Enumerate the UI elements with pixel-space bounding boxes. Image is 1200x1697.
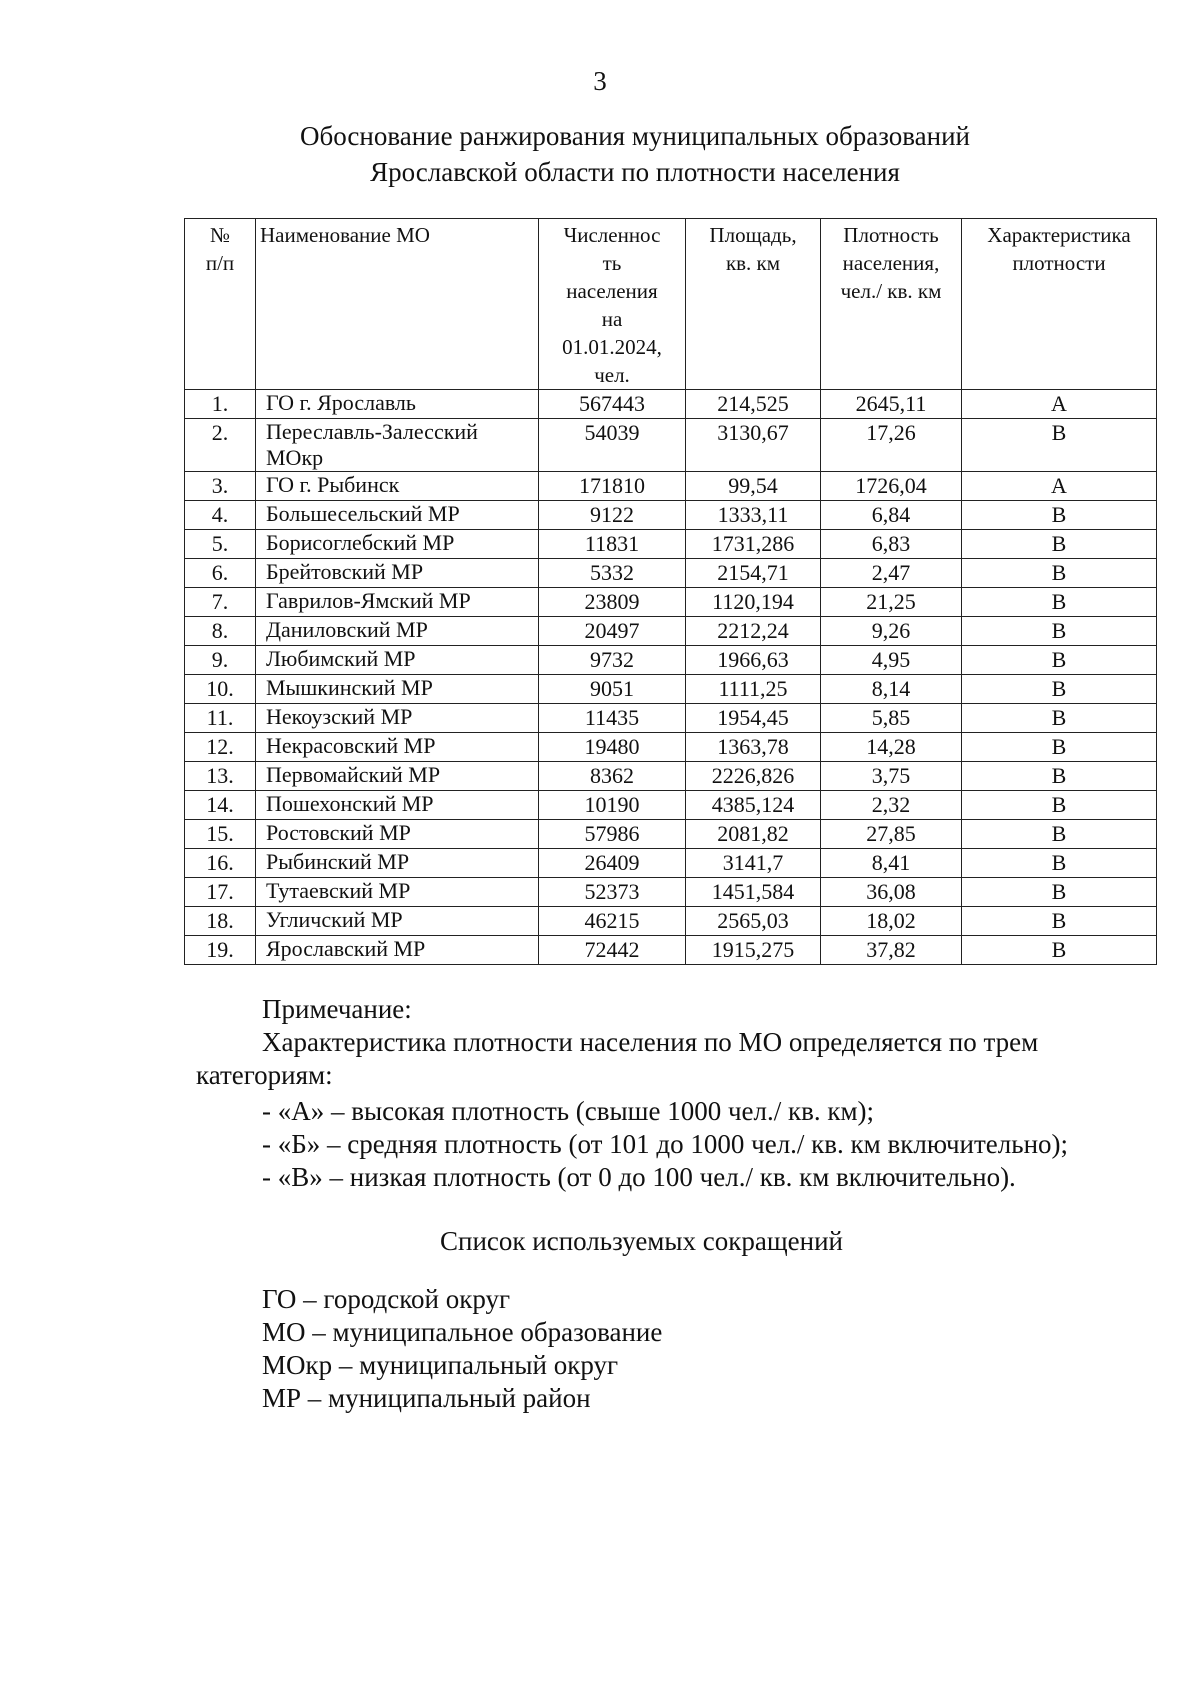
cell-characteristic: А	[962, 390, 1157, 419]
cell-population: 23809	[539, 588, 686, 617]
cell-characteristic: В	[962, 820, 1157, 849]
table-row	[185, 588, 1157, 617]
table-row	[185, 878, 1157, 907]
table-row	[185, 501, 1157, 530]
cell-characteristic: В	[962, 530, 1157, 559]
cell-num: 17.	[185, 878, 256, 907]
table-row	[185, 704, 1157, 733]
cell-characteristic: В	[962, 559, 1157, 588]
cell-name: Ростовский МР	[256, 820, 539, 849]
note-paragraph: Характеристика плотности населения по МО определяется по трем	[262, 1027, 1039, 1057]
cell-population: 20497	[539, 617, 686, 646]
header-name	[256, 219, 539, 390]
cell-characteristic: В	[962, 675, 1157, 704]
table-row	[185, 617, 1157, 646]
header-dens-line: населения,	[842, 251, 940, 275]
cell-name: Большесельский МР	[256, 501, 539, 530]
cell-name: Угличский МР	[256, 907, 539, 936]
cell-num: 9.	[185, 646, 256, 675]
cell-density: 8,14	[821, 675, 962, 704]
cell-area: 1111,25	[686, 675, 821, 704]
cell-num: 14.	[185, 791, 256, 820]
cell-population: 52373	[539, 878, 686, 907]
cell-num: 16.	[185, 849, 256, 878]
table-row	[185, 530, 1157, 559]
cell-name: ГО г. Рыбинск	[256, 472, 539, 501]
cell-density: 2645,11	[821, 390, 962, 419]
table-body	[185, 390, 1157, 965]
cell-density: 1726,04	[821, 472, 962, 501]
header-pop-line: Численнос	[563, 223, 661, 247]
cell-population: 72442	[539, 936, 686, 965]
cell-population: 9122	[539, 501, 686, 530]
cell-density: 27,85	[821, 820, 962, 849]
cell-num: 19.	[185, 936, 256, 965]
cell-num: 2.	[185, 419, 256, 472]
cell-density: 4,95	[821, 646, 962, 675]
cell-density: 18,02	[821, 907, 962, 936]
title-line-1: Обоснование ранжирования муниципальных образований	[300, 121, 970, 151]
table-row	[185, 472, 1157, 501]
cell-density: 14,28	[821, 733, 962, 762]
header-dens-line: Плотность	[843, 223, 939, 247]
density-table	[184, 218, 1157, 965]
header-pop-line: населения	[566, 279, 658, 303]
cell-characteristic: В	[962, 588, 1157, 617]
cell-density: 17,26	[821, 419, 962, 472]
cell-num: 12.	[185, 733, 256, 762]
cell-population: 8362	[539, 762, 686, 791]
cell-name: Некоузский МР	[256, 704, 539, 733]
header-area-line: кв. км	[725, 251, 781, 275]
cell-population: 567443	[539, 390, 686, 419]
header-pop-line: ть	[602, 251, 622, 275]
cell-population: 54039	[539, 419, 686, 472]
cell-population: 9051	[539, 675, 686, 704]
cell-density: 6,84	[821, 501, 962, 530]
header-name-line: Наименование МО	[260, 223, 430, 247]
cell-characteristic: А	[962, 472, 1157, 501]
table-row	[185, 762, 1157, 791]
cell-name: Любимский МР	[256, 646, 539, 675]
cell-area: 2081,82	[686, 820, 821, 849]
cell-area: 3130,67	[686, 419, 821, 472]
table-row	[185, 646, 1157, 675]
cell-num: 4.	[185, 501, 256, 530]
abbreviation-item: МОкр – муниципальный округ	[262, 1350, 619, 1380]
table-row	[185, 675, 1157, 704]
cell-name: Первомайский МР	[256, 762, 539, 791]
abbreviation-item: МР – муниципальный район	[262, 1383, 591, 1413]
cell-characteristic: В	[962, 849, 1157, 878]
cell-area: 99,54	[686, 472, 821, 501]
cell-area: 4385,124	[686, 791, 821, 820]
cell-name: Рыбинский МР	[256, 849, 539, 878]
cell-characteristic: В	[962, 704, 1157, 733]
document-title	[0, 118, 1200, 190]
cell-population: 57986	[539, 820, 686, 849]
table-row	[185, 733, 1157, 762]
cell-population: 9732	[539, 646, 686, 675]
cell-name: Ярославский МР	[256, 936, 539, 965]
cell-num: 15.	[185, 820, 256, 849]
header-num-line: №	[209, 223, 231, 247]
cell-area: 214,525	[686, 390, 821, 419]
cell-name: Брейтовский МР	[256, 559, 539, 588]
cell-area: 1954,45	[686, 704, 821, 733]
cell-population: 11435	[539, 704, 686, 733]
cell-name: Даниловский МР	[256, 617, 539, 646]
header-area	[686, 219, 821, 390]
table-row	[185, 936, 1157, 965]
table-row	[185, 419, 1157, 472]
cell-area: 2226,826	[686, 762, 821, 791]
cell-area: 2565,03	[686, 907, 821, 936]
abbreviations-title: Список используемых сокращений	[440, 1226, 843, 1256]
cell-area: 1966,63	[686, 646, 821, 675]
header-pop-line: на	[601, 307, 623, 331]
cell-num: 7.	[185, 588, 256, 617]
table-row	[185, 559, 1157, 588]
cell-num: 8.	[185, 617, 256, 646]
header-pop-line: чел.	[594, 363, 630, 387]
cell-num: 5.	[185, 530, 256, 559]
cell-characteristic: В	[962, 907, 1157, 936]
cell-area: 1451,584	[686, 878, 821, 907]
cell-population: 10190	[539, 791, 686, 820]
cell-num: 6.	[185, 559, 256, 588]
note-paragraph-continued: категориям:	[196, 1060, 333, 1090]
cell-area: 1363,78	[686, 733, 821, 762]
cell-density: 8,41	[821, 849, 962, 878]
cell-characteristic: В	[962, 762, 1157, 791]
header-dens-line: чел./ кв. км	[840, 279, 942, 303]
cell-characteristic: В	[962, 878, 1157, 907]
cell-area: 1915,275	[686, 936, 821, 965]
header-char-line: Характеристика	[987, 223, 1131, 247]
table-row	[185, 907, 1157, 936]
cell-num: 13.	[185, 762, 256, 791]
cell-area: 2154,71	[686, 559, 821, 588]
cell-density: 2,32	[821, 791, 962, 820]
cell-num: 18.	[185, 907, 256, 936]
cell-characteristic: В	[962, 791, 1157, 820]
cell-density: 5,85	[821, 704, 962, 733]
cell-area: 3141,7	[686, 849, 821, 878]
table-row	[185, 820, 1157, 849]
cell-population: 5332	[539, 559, 686, 588]
title-line-2: Ярославской области по плотности населения	[370, 157, 900, 187]
cell-num: 11.	[185, 704, 256, 733]
cell-num: 10.	[185, 675, 256, 704]
cell-area: 2212,24	[686, 617, 821, 646]
cell-density: 36,08	[821, 878, 962, 907]
cell-characteristic: В	[962, 419, 1157, 472]
header-population	[539, 219, 686, 390]
header-area-line: Площадь,	[709, 223, 797, 247]
table-header-row	[185, 219, 1157, 390]
cell-name: Пошехонский МР	[256, 791, 539, 820]
criterion-b: - «Б» – средняя плотность (от 101 до 1000 чел./ кв. км включительно);	[262, 1129, 1069, 1159]
criterion-a: - «А» – высокая плотность (свыше 1000 чел./ кв. км);	[262, 1096, 875, 1126]
table-row	[185, 791, 1157, 820]
note-title: Примечание:	[262, 994, 412, 1024]
cell-name: Некрасовский МР	[256, 733, 539, 762]
table-row	[185, 849, 1157, 878]
cell-population: 46215	[539, 907, 686, 936]
cell-population: 171810	[539, 472, 686, 501]
cell-characteristic: В	[962, 936, 1157, 965]
cell-density: 9,26	[821, 617, 962, 646]
cell-characteristic: В	[962, 646, 1157, 675]
cell-name: Борисоглебский МР	[256, 530, 539, 559]
cell-area: 1120,194	[686, 588, 821, 617]
cell-num: 1.	[185, 390, 256, 419]
header-pop-line: 01.01.2024,	[562, 335, 662, 359]
cell-name: Переславль-Залесский МОкр	[256, 419, 539, 472]
cell-density: 37,82	[821, 936, 962, 965]
cell-name: Мышкинский МР	[256, 675, 539, 704]
cell-name: ГО г. Ярославль	[256, 390, 539, 419]
table-row	[185, 390, 1157, 419]
cell-characteristic: В	[962, 733, 1157, 762]
criterion-c: - «В» – низкая плотность (от 0 до 100 чел./ кв. км включительно).	[262, 1162, 1016, 1192]
header-num-line: п/п	[205, 251, 235, 275]
abbreviation-item: ГО – городской округ	[262, 1284, 511, 1314]
cell-population: 26409	[539, 849, 686, 878]
cell-characteristic: В	[962, 617, 1157, 646]
cell-characteristic: В	[962, 501, 1157, 530]
cell-name: Тутаевский МР	[256, 878, 539, 907]
cell-num: 3.	[185, 472, 256, 501]
abbreviation-item: МО – муниципальное образование	[262, 1317, 663, 1347]
cell-area: 1731,286	[686, 530, 821, 559]
cell-area: 1333,11	[686, 501, 821, 530]
cell-name: Гаврилов-Ямский МР	[256, 588, 539, 617]
page-number: 3	[593, 66, 607, 96]
cell-population: 19480	[539, 733, 686, 762]
cell-density: 6,83	[821, 530, 962, 559]
header-num	[185, 219, 256, 390]
header-characteristic	[962, 219, 1157, 390]
cell-population: 11831	[539, 530, 686, 559]
cell-density: 2,47	[821, 559, 962, 588]
header-density	[821, 219, 962, 390]
cell-density: 21,25	[821, 588, 962, 617]
cell-density: 3,75	[821, 762, 962, 791]
header-char-line: плотности	[1012, 251, 1106, 275]
